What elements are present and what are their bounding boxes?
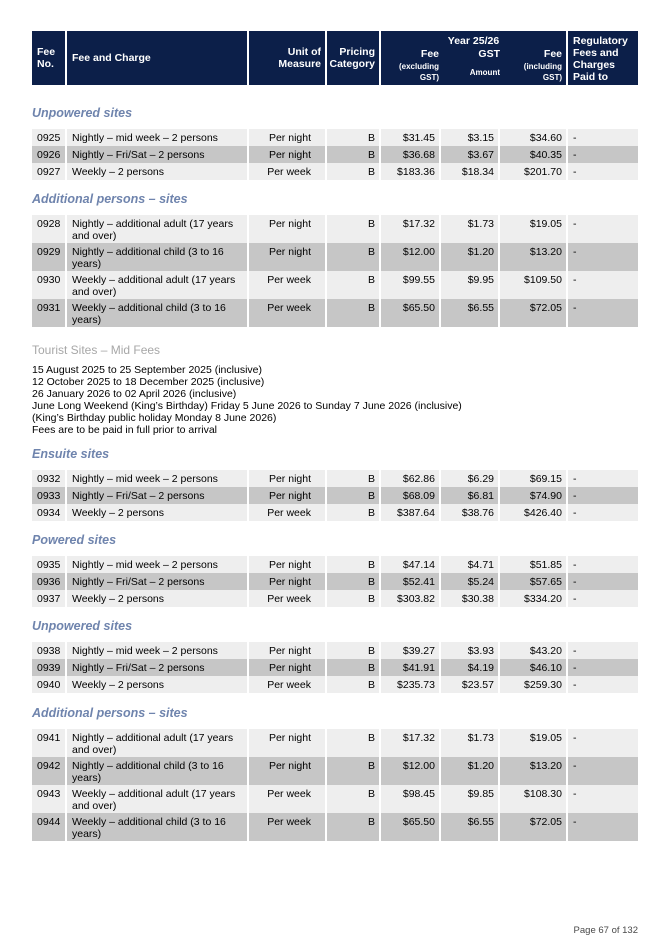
fee-excl-cell: $183.36 [381,163,439,180]
fee-incl-cell: $13.20 [500,243,566,271]
table-row [32,271,638,299]
fee-excl-cell: $12.00 [381,757,439,785]
fee-incl-cell: $46.10 [500,659,566,676]
section-title: Additional persons – sites [32,192,188,206]
fee-description-cell: Weekly – 2 persons [67,590,247,607]
fee-no-cell: 0942 [32,757,65,785]
category-cell: B [327,676,379,693]
fee-no-cell: 0932 [32,470,65,487]
gst-cell: $6.55 [441,813,498,841]
regulatory-cell: - [568,504,638,521]
table-row [32,590,638,607]
unit-cell: Per night [249,487,325,504]
section-title: Ensuite sites [32,447,110,461]
fee-incl-cell: $34.60 [500,129,566,146]
fee-description-cell: Nightly – Fri/Sat – 2 persons [67,573,247,590]
unit-cell: Per night [249,215,325,243]
fee-no-cell: 0939 [32,659,65,676]
table-row [32,146,638,163]
unit-cell: Per night [249,757,325,785]
table-row [32,243,638,271]
regulatory-cell: - [568,470,638,487]
category-cell: B [327,590,379,607]
gst-cell: $5.24 [441,573,498,590]
regulatory-cell: - [568,271,638,299]
fee-excl-cell: $47.14 [381,556,439,573]
table-row [32,573,638,590]
table-row [32,129,638,146]
unit-cell: Per week [249,590,325,607]
fee-incl-cell: $72.05 [500,299,566,327]
fee-incl-cell: $201.70 [500,163,566,180]
fee-incl-cell: $334.20 [500,590,566,607]
regulatory-cell: - [568,146,638,163]
fee-no-cell: 0930 [32,271,65,299]
fee-excl-cell: $99.55 [381,271,439,299]
regulatory-cell: - [568,487,638,504]
table-row [32,215,638,243]
gst-cell: $1.20 [441,243,498,271]
fee-no-cell: 0943 [32,785,65,813]
fee-description-cell: Weekly – 2 persons [67,676,247,693]
header-regulatory: Regulatory Fees and Charges Paid to [568,31,638,85]
header-pricing-category: Pricing Category [327,31,379,85]
unit-cell: Per night [249,243,325,271]
regulatory-cell: - [568,573,638,590]
fee-no-cell: 0927 [32,163,65,180]
table-row [32,659,638,676]
fee-excl-cell: $17.32 [381,215,439,243]
fee-description-cell: Nightly – additional child (3 to 16 years) [67,243,247,271]
section-title: Unpowered sites [32,106,133,120]
fee-no-cell: 0938 [32,642,65,659]
fee-no-cell: 0929 [32,243,65,271]
section-title: Additional persons – sites [32,706,188,720]
category-cell: B [327,271,379,299]
fee-incl-cell: $19.05 [500,729,566,757]
unit-cell: Per night [249,556,325,573]
regulatory-cell: - [568,785,638,813]
fee-description-cell: Nightly – mid week – 2 persons [67,129,247,146]
table-row [32,504,638,521]
fee-excl-cell: $17.32 [381,729,439,757]
table-row [32,813,638,841]
fee-excl-cell: $39.27 [381,642,439,659]
fee-incl-cell: $259.30 [500,676,566,693]
regulatory-cell: - [568,813,638,841]
fee-excl-cell: $12.00 [381,243,439,271]
fee-description-cell: Weekly – 2 persons [67,163,247,180]
unit-cell: Per night [249,642,325,659]
unit-cell: Per week [249,271,325,299]
mid-fees-title: Tourist Sites – Mid Fees [32,343,161,357]
category-cell: B [327,785,379,813]
fee-excl-cell: $98.45 [381,785,439,813]
fee-no-cell: 0931 [32,299,65,327]
fee-incl-cell: $69.15 [500,470,566,487]
unit-cell: Per night [249,470,325,487]
regulatory-cell: - [568,729,638,757]
category-cell: B [327,215,379,243]
fee-no-cell: 0936 [32,573,65,590]
fee-description-cell: Nightly – mid week – 2 persons [67,556,247,573]
fee-excl-cell: $303.82 [381,590,439,607]
unit-cell: Per week [249,813,325,841]
unit-cell: Per night [249,729,325,757]
fee-description-cell: Nightly – additional adult (17 years and over) [67,729,247,757]
fee-excl-cell: $41.91 [381,659,439,676]
regulatory-cell: - [568,556,638,573]
fee-no-cell: 0940 [32,676,65,693]
fee-no-cell: 0933 [32,487,65,504]
category-cell: B [327,642,379,659]
fee-incl-cell: $51.85 [500,556,566,573]
fee-incl-cell: $57.65 [500,573,566,590]
gst-cell: $3.93 [441,642,498,659]
header-unit-of-measure: Unit of Measure [249,31,325,85]
category-cell: B [327,659,379,676]
page-number: Page 67 of 132 [573,925,638,936]
fee-incl-cell: $40.35 [500,146,566,163]
regulatory-cell: - [568,243,638,271]
fee-description-cell: Weekly – 2 persons [67,504,247,521]
gst-cell: $6.55 [441,299,498,327]
category-cell: B [327,487,379,504]
section-title: Powered sites [32,533,117,547]
fee-excl-cell: $62.86 [381,470,439,487]
table-row [32,299,638,327]
fee-excl-cell: $68.09 [381,487,439,504]
fee-incl-cell: $19.05 [500,215,566,243]
header-year-group: Year 25/26 Fee (excluding GST) GST Amount Fee (including GST) [381,31,566,85]
fee-no-cell: 0944 [32,813,65,841]
fee-description-cell: Nightly – Fri/Sat – 2 persons [67,659,247,676]
regulatory-cell: - [568,129,638,146]
category-cell: B [327,243,379,271]
fee-excl-cell: $52.41 [381,573,439,590]
fee-incl-cell: $43.20 [500,642,566,659]
table-row [32,642,638,659]
regulatory-cell: - [568,215,638,243]
table-row [32,785,638,813]
fee-incl-cell: $426.40 [500,504,566,521]
gst-cell: $9.95 [441,271,498,299]
fee-no-cell: 0925 [32,129,65,146]
gst-cell: $18.34 [441,163,498,180]
regulatory-cell: - [568,757,638,785]
fee-excl-cell: $36.68 [381,146,439,163]
fee-description-cell: Weekly – additional adult (17 years and over) [67,785,247,813]
table-row [32,556,638,573]
regulatory-cell: - [568,299,638,327]
unit-cell: Per night [249,573,325,590]
gst-cell: $9.85 [441,785,498,813]
category-cell: B [327,470,379,487]
fee-no-cell: 0937 [32,590,65,607]
fee-description-cell: Nightly – Fri/Sat – 2 persons [67,146,247,163]
table-header [32,31,638,85]
fee-excl-cell: $387.64 [381,504,439,521]
gst-cell: $4.71 [441,556,498,573]
unit-cell: Per night [249,129,325,146]
fee-no-cell: 0941 [32,729,65,757]
unit-cell: Per week [249,504,325,521]
fee-description-cell: Nightly – mid week – 2 persons [67,470,247,487]
regulatory-cell: - [568,163,638,180]
fee-no-cell: 0928 [32,215,65,243]
gst-cell: $23.57 [441,676,498,693]
header-fee-and-charge: Fee and Charge [67,31,247,85]
gst-cell: $1.73 [441,729,498,757]
gst-cell: $6.29 [441,470,498,487]
table-row [32,729,638,757]
category-cell: B [327,504,379,521]
fee-incl-cell: $108.30 [500,785,566,813]
gst-cell: $38.76 [441,504,498,521]
header-fee-no: Fee No. [32,31,65,85]
section-title: Unpowered sites [32,619,133,633]
fee-description-cell: Weekly – additional adult (17 years and over) [67,271,247,299]
table-row [32,676,638,693]
fee-excl-cell: $235.73 [381,676,439,693]
table-row [32,487,638,504]
table-row [32,757,638,785]
fee-incl-cell: $13.20 [500,757,566,785]
unit-cell: Per week [249,163,325,180]
fee-description-cell: Nightly – Fri/Sat – 2 persons [67,487,247,504]
gst-cell: $30.38 [441,590,498,607]
gst-cell: $1.73 [441,215,498,243]
category-cell: B [327,556,379,573]
fee-description-cell: Weekly – additional child (3 to 16 years) [67,813,247,841]
gst-cell: $3.67 [441,146,498,163]
category-cell: B [327,813,379,841]
fee-excl-cell: $65.50 [381,813,439,841]
unit-cell: Per night [249,146,325,163]
gst-cell: $6.81 [441,487,498,504]
fee-no-cell: 0935 [32,556,65,573]
unit-cell: Per night [249,659,325,676]
fee-no-cell: 0926 [32,146,65,163]
fee-excl-cell: $65.50 [381,299,439,327]
unit-cell: Per week [249,785,325,813]
table-row [32,163,638,180]
fee-incl-cell: $74.90 [500,487,566,504]
fee-description-cell: Nightly – additional adult (17 years and over) [67,215,247,243]
regulatory-cell: - [568,659,638,676]
category-cell: B [327,146,379,163]
category-cell: B [327,573,379,590]
fee-description-cell: Nightly – mid week – 2 persons [67,642,247,659]
fee-incl-cell: $72.05 [500,813,566,841]
unit-cell: Per week [249,676,325,693]
gst-cell: $1.20 [441,757,498,785]
table-row [32,470,638,487]
unit-cell: Per week [249,299,325,327]
regulatory-cell: - [568,590,638,607]
gst-cell: $3.15 [441,129,498,146]
category-cell: B [327,757,379,785]
category-cell: B [327,729,379,757]
category-cell: B [327,163,379,180]
fee-description-cell: Weekly – additional child (3 to 16 years) [67,299,247,327]
regulatory-cell: - [568,642,638,659]
category-cell: B [327,129,379,146]
fee-no-cell: 0934 [32,504,65,521]
fee-description-cell: Nightly – additional child (3 to 16 years) [67,757,247,785]
category-cell: B [327,299,379,327]
regulatory-cell: - [568,676,638,693]
fee-incl-cell: $109.50 [500,271,566,299]
gst-cell: $4.19 [441,659,498,676]
fee-excl-cell: $31.45 [381,129,439,146]
mid-fees-dates: 15 August 2025 to 25 September 2025 (inclusive) 12 October 2025 to 18 December 2025 (inclusive) 26 January 2026 to 02 April 2026 (inclusive) June Long Weekend (King’s Birthday) Friday 5 June 2026 to Sunday 7 June 2026 (inclusive) (King’s Birthday public holiday Monday 8 June 2026) Fees are to be paid in full prior to arrival [32,364,462,436]
